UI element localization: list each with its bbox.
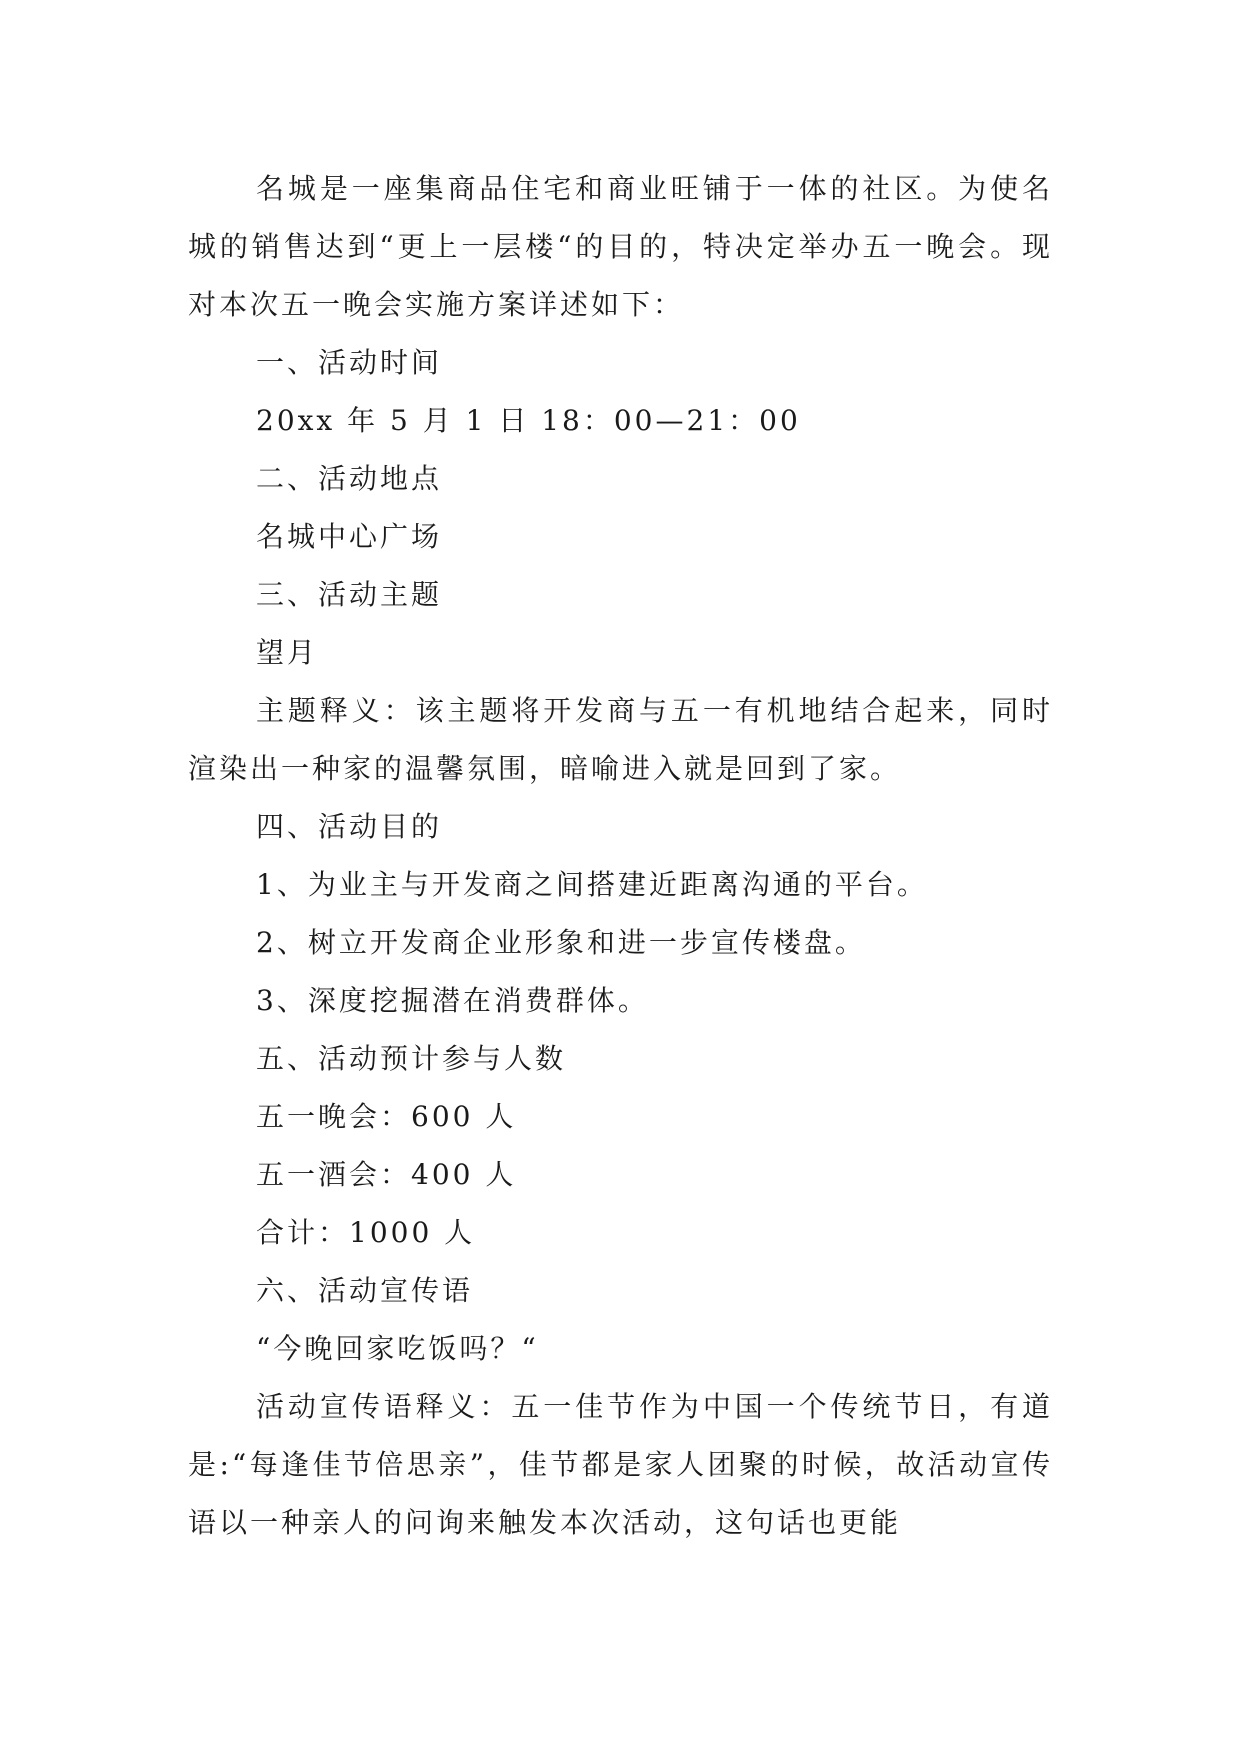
event-time: 20xx 年 5 月 1 日 18：00—21：00 xyxy=(256,404,801,437)
section-heading-location: 二、活动地点 xyxy=(256,462,443,495)
section-heading-theme: 三、活动主题 xyxy=(256,578,443,611)
section-heading-attendance: 五、活动预计参与人数 xyxy=(256,1042,567,1075)
purpose-item-2: 2、树立开发商企业形象和进一步宣传楼盘。 xyxy=(256,926,866,959)
event-location: 名城中心广场 xyxy=(256,520,443,553)
event-slogan: “今晚回家吃饭吗？“ xyxy=(256,1332,539,1365)
intro-paragraph: 名城是一座集商品住宅和商业旺铺于一体的社区。为使名城的销售达到“更上一层楼“的目的，特决定举办五一晚会。现对本次五一晚会实施方案详述如下： xyxy=(188,172,1053,321)
slogan-explanation: 活动宣传语释义：五一佳节作为中国一个传统节日，有道是:“每逢佳节倍思亲”，佳节都是家人团聚的时候，故活动宣传语以一种亲人的问询来触发本次活动，这句话也更能 xyxy=(188,1390,1053,1539)
document-body xyxy=(188,160,1053,1552)
attendance-reception: 五一酒会：400 人 xyxy=(256,1158,517,1191)
section-heading-slogan: 六、活动宣传语 xyxy=(256,1274,474,1307)
event-theme: 望月 xyxy=(256,636,319,669)
attendance-total: 合计：1000 人 xyxy=(256,1216,476,1249)
section-heading-purpose: 四、活动目的 xyxy=(256,810,443,843)
theme-explanation: 主题释义：该主题将开发商与五一有机地结合起来，同时渲染出一种家的温馨氛围，暗喻进入就是回到了家。 xyxy=(188,694,1053,785)
section-heading-time: 一、活动时间 xyxy=(256,346,443,379)
purpose-item-1: 1、为业主与开发商之间搭建近距离沟通的平台。 xyxy=(256,868,928,901)
purpose-item-3: 3、深度挖掘潜在消费群体。 xyxy=(256,984,649,1017)
attendance-gala: 五一晚会：600 人 xyxy=(256,1100,517,1133)
